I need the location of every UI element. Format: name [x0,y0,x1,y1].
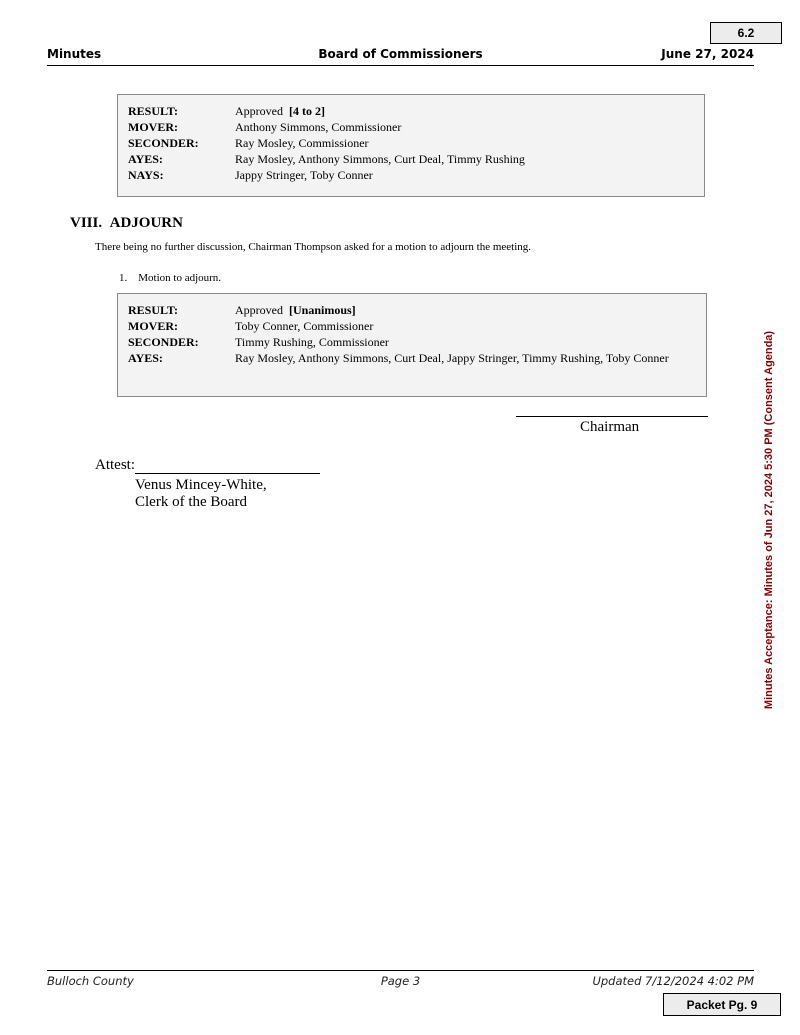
seconder-value: Timmy Rushing, Commissioner [235,335,389,349]
vote-row-result [128,103,694,119]
vote-row-seconder [128,135,694,151]
chairman-label: Chairman [580,419,640,435]
clerk-title: Clerk of the Board [135,494,248,510]
vote-row-ayes [128,350,696,366]
result-label: RESULT: [128,104,179,118]
attest-signature-line [135,473,320,474]
motion-text: Motion to adjourn. [138,272,222,284]
seconder-value: Ray Mosley, Commissioner [235,136,369,150]
header-left: Minutes [47,47,102,61]
nays-label: NAYS: [128,168,164,182]
result-value: Approved [4 to 2] [235,104,325,118]
seconder-label: SECONDER: [128,136,199,150]
packet-page-badge: Packet Pg. 9 [663,993,781,1016]
result-value: Approved [Unanimous] [235,303,356,317]
vote-row-result [128,302,696,318]
vote-row-mover [128,119,694,135]
ayes-value: Ray Mosley, Anthony Simmons, Curt Deal, Timmy Rushing [235,152,525,166]
mover-value: Toby Conner, Commissioner [235,319,374,333]
vote-row-mover [128,318,696,334]
header-right: June 27, 2024 [661,47,754,61]
seconder-label: SECONDER: [128,335,199,349]
page-footer [47,970,754,989]
section-heading [70,215,183,232]
clerk-name: Venus Mincey-White, [135,477,267,493]
motion-item [119,272,221,284]
mover-label: MOVER: [128,319,178,333]
footer-right: Updated 7/12/2024 4:02 PM [592,974,754,988]
result-detail: [4 to 2] [289,104,325,118]
item-number-badge: 6.2 [710,22,782,44]
mover-label: MOVER: [128,120,178,134]
motion-number: 1. [119,272,128,284]
ayes-value: Ray Mosley, Anthony Simmons, Curt Deal, Jappy Stringer, Timmy Rushing, Toby Conner [235,351,669,365]
footer-center: Page 3 [380,974,421,988]
ayes-label: AYES: [128,351,163,365]
vote-row-nays [128,167,694,183]
nays-value: Jappy Stringer, Toby Conner [235,168,373,182]
chairman-signature-line [516,416,708,417]
footer-left: Bulloch County [47,974,134,988]
vote-row-ayes [128,151,694,167]
page-header [47,47,754,66]
vote-result-box-2 [117,293,707,397]
vote-result-box-1 [117,94,705,197]
section-number: VIII. [70,215,103,231]
section-paragraph: There being no further discussion, Chairman Thompson asked for a motion to adjourn the meeting. [95,241,532,253]
result-label: RESULT: [128,303,179,317]
agenda-side-label: Minutes Acceptance: Minutes of Jun 27, 2024 5:30 PM (Consent Agenda) [763,330,775,710]
result-detail: [Unanimous] [289,303,356,317]
vote-row-seconder [128,334,696,350]
header-center: Board of Commissioners [318,47,483,61]
mover-value: Anthony Simmons, Commissioner [235,120,402,134]
section-title: ADJOURN [109,215,183,231]
attest-label: Attest: [95,457,135,473]
ayes-label: AYES: [128,152,163,166]
